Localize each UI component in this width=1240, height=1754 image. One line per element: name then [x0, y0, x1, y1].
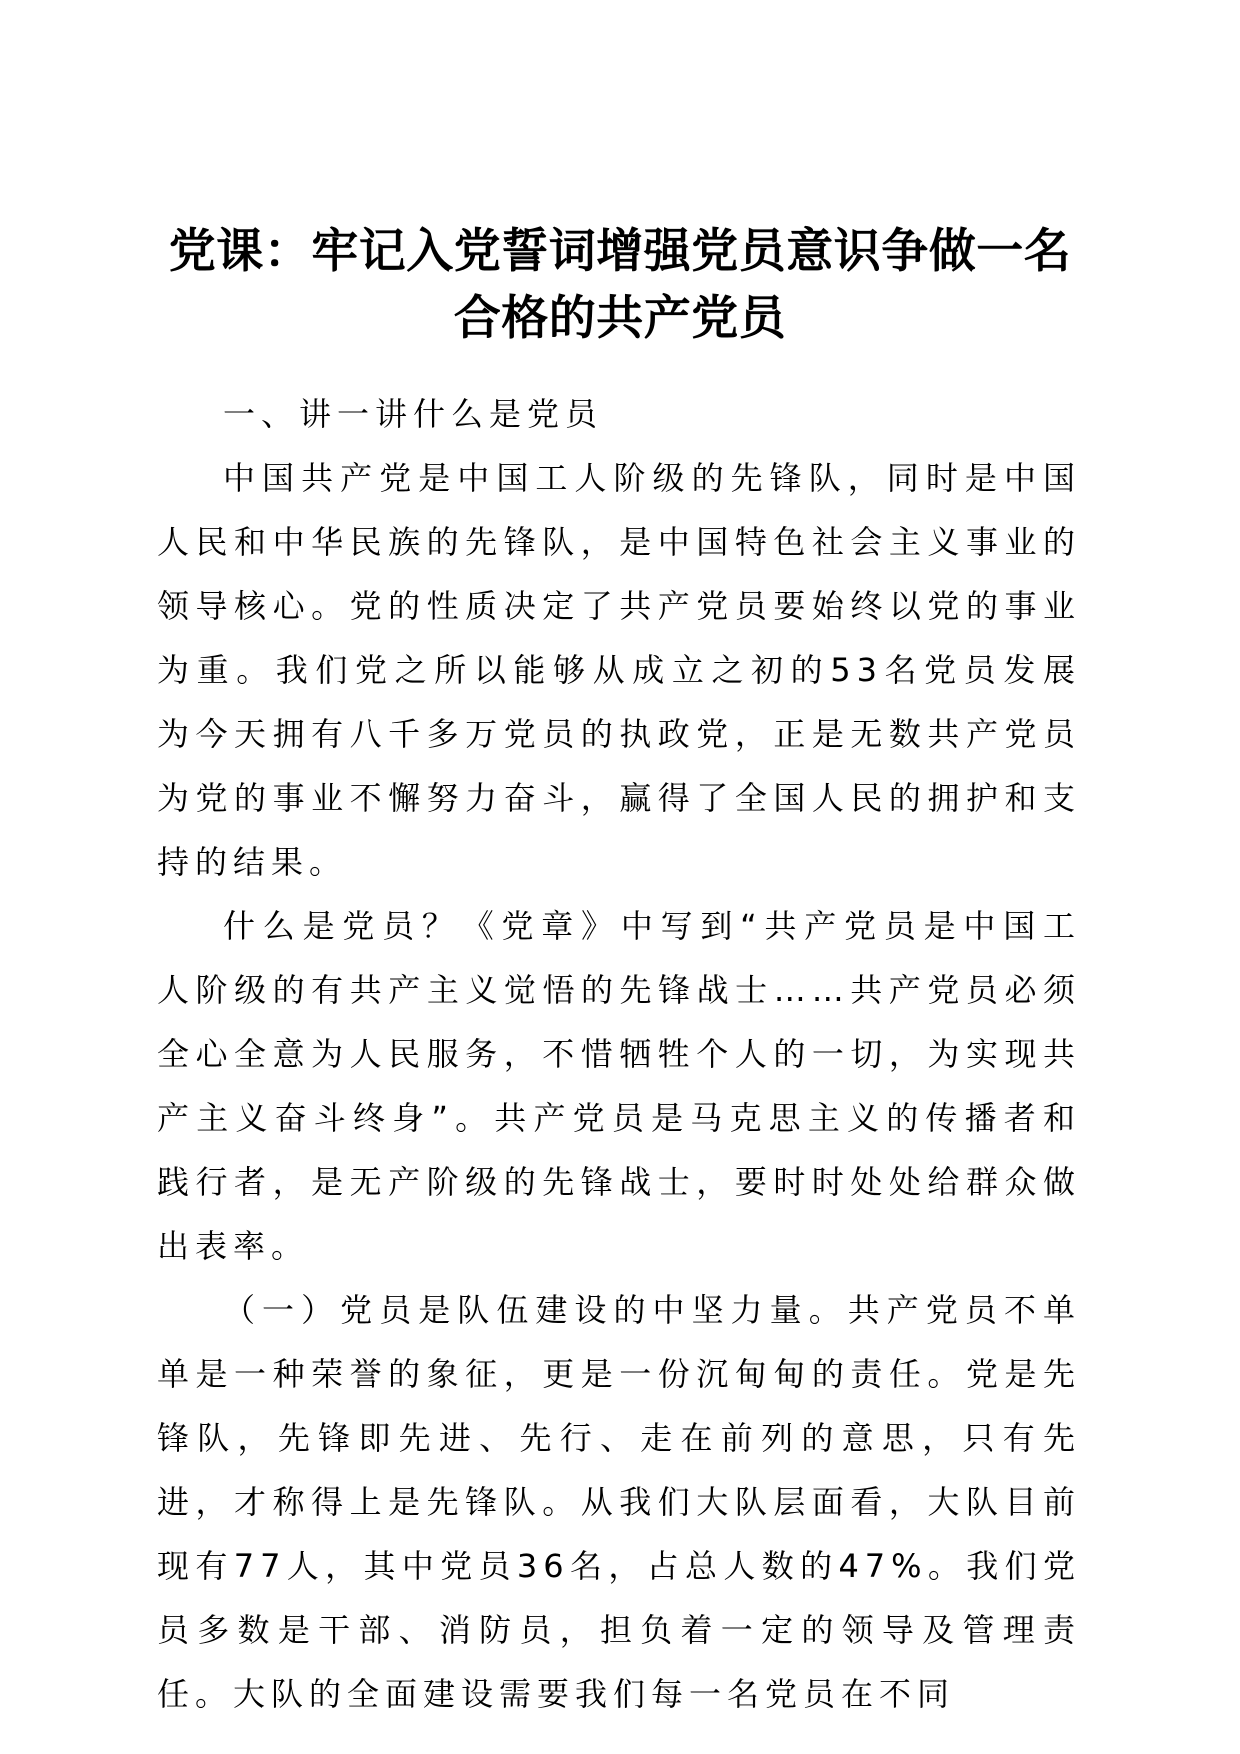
document-body: [157, 382, 1081, 1726]
paragraph: 什么是党员？《党章》中写到“共产党员是中国工人阶级的有共产主义觉悟的先锋战士……共产党员必须全心全意为人民服务，不惜牺牲个人的一切，为实现共产主义奋斗终身”。共产党员是马克思主义的传播者和践行者，是无产阶级的先锋战士，要时时处处给群众做出表率。: [157, 907, 1081, 1265]
paragraph: 中国共产党是中国工人阶级的先锋队，同时是中国人民和中华民族的先锋队，是中国特色社会主义事业的领导核心。党的性质决定了共产党员要始终以党的事业为重。我们党之所以能够从成立之初的53名党员发展为今天拥有八千多万党员的执政党，正是无数共产党员为党的事业不懈努力奋斗，赢得了全国人民的拥护和支持的结果。: [157, 459, 1081, 881]
section-heading: 一、讲一讲什么是党员: [223, 395, 604, 433]
paragraph: （一）党员是队伍建设的中坚力量。共产党员不单单是一种荣誉的象征，更是一份沉甸甸的责任。党是先锋队，先锋即先进、先行、走在前列的意思，只有先进，才称得上是先锋队。从我们大队层面看，大队目前现有77人，其中党员36名，占总人数的47%。我们党员多数是干部、消防员，担负着一定的领导及管理责任。大队的全面建设需要我们每一名党员在不同: [157, 1291, 1081, 1713]
document-title: 党课：牢记入党誓词增强党员意识争做一名合格的共产党员: [168, 224, 1072, 346]
